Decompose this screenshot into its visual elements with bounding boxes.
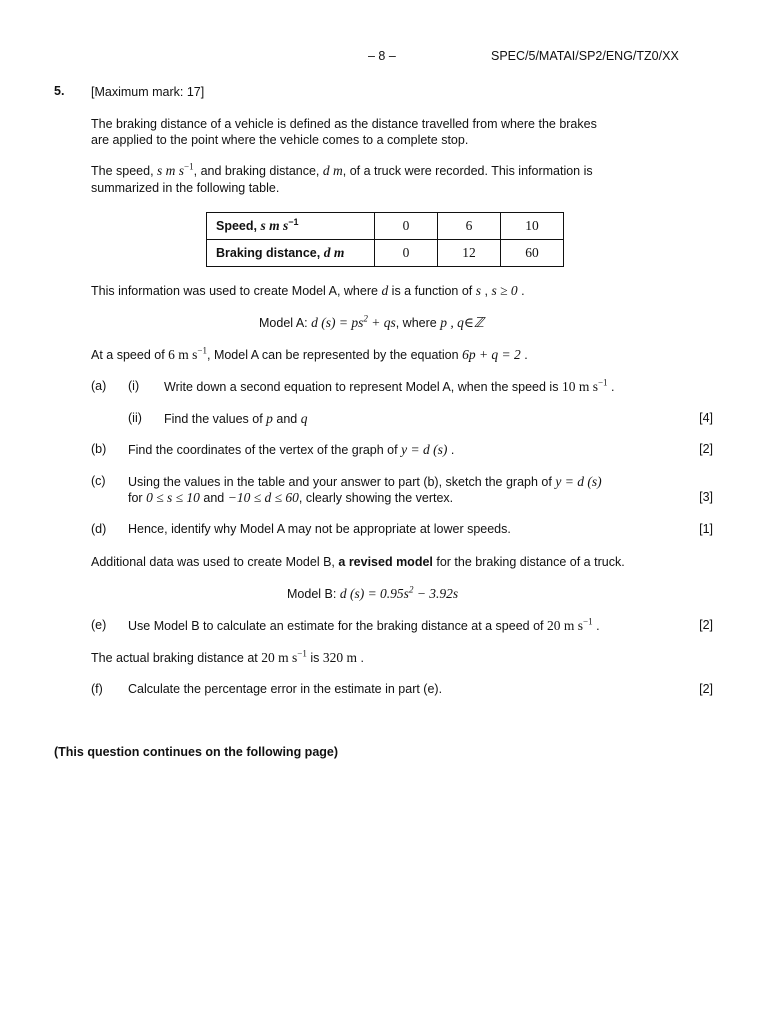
part-a-mark: [4] (699, 411, 713, 425)
table-cell: 0 (375, 213, 438, 240)
part-d-text: Hence, identify why Model A may not be appropriate at lower speeds. (128, 522, 511, 536)
part-a-label: (a) (91, 379, 107, 393)
maximum-mark: [Maximum mark: 17] (91, 85, 205, 99)
table-cell: 12 (438, 240, 501, 267)
part-a-i-label: (i) (128, 379, 140, 393)
speed-unit: s m $s^{-1}$ (157, 161, 194, 178)
model-a-info: This information was used to create Model A, where d is a function of s , s ≥ 0 . (91, 283, 525, 298)
part-f-label: (f) (91, 682, 103, 696)
speed-text-c: , of a truck were recorded. This information is (342, 164, 593, 178)
part-d-mark: [1] (699, 522, 713, 536)
table-cell: 60 (501, 240, 564, 267)
part-c-label: (c) (91, 474, 106, 488)
part-a-ii-text: Find the values of p and q (164, 411, 308, 426)
table-cell: 10 (501, 213, 564, 240)
table-cell: 0 (375, 240, 438, 267)
part-e-mark: [2] (699, 618, 713, 632)
table-row-speed (207, 213, 564, 240)
intro-line-1: The braking distance of a vehicle is defined as the distance travelled from where the brakes (91, 117, 597, 131)
part-c-text-line-1: Using the values in the table and your answer to part (b), sketch the graph of y = d (s) (128, 474, 602, 489)
speed-text-b: , and braking distance, (193, 164, 320, 178)
part-d-label: (d) (91, 522, 107, 536)
part-e-text: Use Model B to calculate an estimate for the braking distance at a speed of 20 m $s^{-1}$ . (128, 616, 600, 633)
part-b-text: Find the coordinates of the vertex of the graph of y = d (s) . (128, 442, 455, 457)
part-f-text: Calculate the percentage error in the estimate in part (e). (128, 682, 443, 696)
part-b-label: (b) (91, 442, 107, 456)
continues-note: (This question continues on the following page) (54, 745, 339, 759)
question-number: 5. (54, 84, 65, 98)
model-a-speed-6: At a speed of 6 m $s^{-1}$, Model A can be represented by the equation 6p + q = 2 . (91, 345, 528, 362)
distance-unit: d m (322, 163, 343, 178)
model-b-intro: Additional data was used to create Model B, a revised model for the braking distance of a truck. (91, 555, 625, 569)
model-b-equation: Model B: d $(s) = 0.95s^2 - 3.92s$ (287, 584, 459, 601)
table-header-speed: Speed, s m $s^{-1}$ (207, 213, 375, 240)
speed-sentence (91, 163, 593, 179)
speed-text-a: The speed, (91, 164, 154, 178)
part-a-ii-label: (ii) (128, 411, 142, 425)
part-f-mark: [2] (699, 682, 713, 696)
paper-code: SPEC/5/MATAI/SP2/ENG/TZ0/XX (491, 49, 679, 63)
table-row-distance (207, 240, 564, 267)
speed-distance-table (206, 212, 564, 267)
table-header-distance: Braking distance, d m (207, 240, 375, 267)
intro-line-2: are applied to the point where the vehicle comes to a complete stop. (91, 133, 469, 147)
model-a-equation: Model A: d $(s) = ps^2$ + qs, where p , q∈ℤ (259, 313, 484, 330)
actual-distance: The actual braking distance at 20 m $s^{-1}$ is 320 m . (91, 648, 364, 665)
page-number: – 8 – (368, 49, 396, 63)
part-a-i-text: Write down a second equation to represent Model A, when the speed is 10 m $s^{-1}$ . (164, 377, 615, 394)
part-b-mark: [2] (699, 442, 713, 456)
part-c-mark: [3] (699, 490, 713, 504)
part-c-text-line-2: for 0 ≤ s ≤ 10 and −10 ≤ d ≤ 60, clearly showing the vertex. (128, 490, 454, 505)
table-cell: 6 (438, 213, 501, 240)
speed-sentence-line-2: summarized in the following table. (91, 181, 280, 195)
part-e-label: (e) (91, 618, 107, 632)
